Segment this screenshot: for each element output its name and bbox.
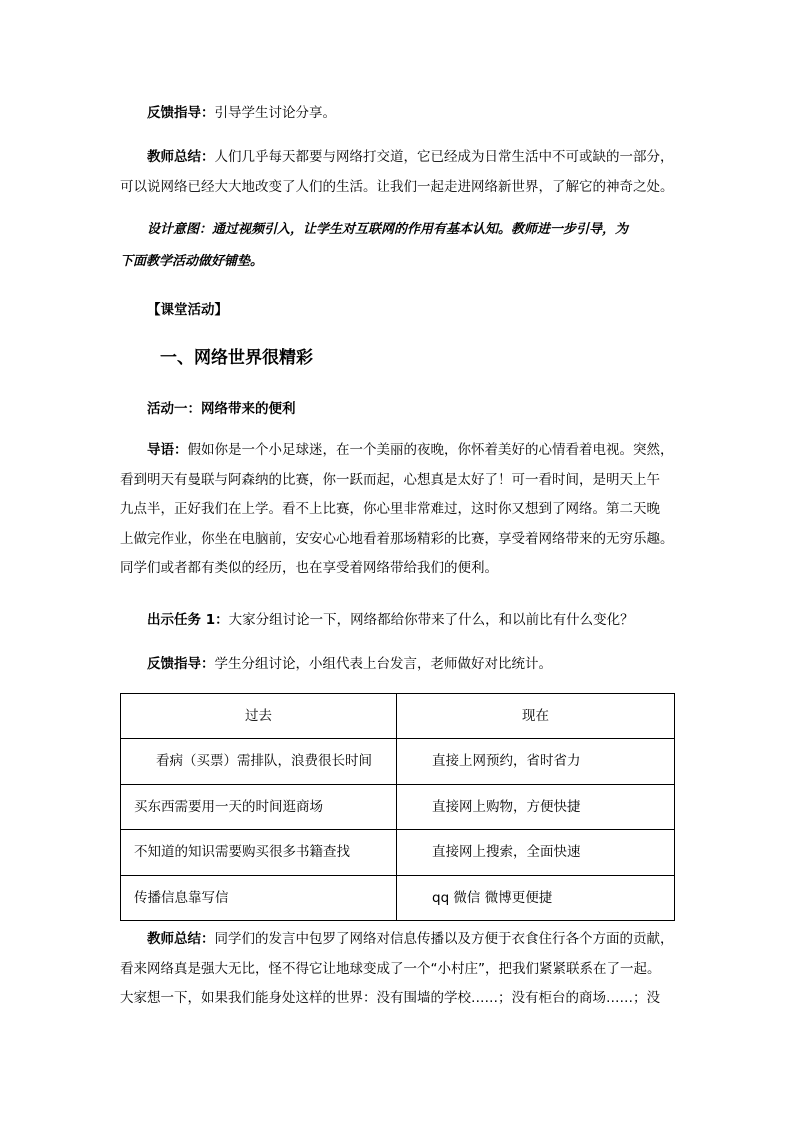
activity-heading: 活动一：网络带来的便利 (147, 401, 296, 417)
intro-line-1 (120, 436, 676, 466)
table-header-now: 现在 (397, 694, 675, 739)
design-intent-paragraph (120, 214, 676, 278)
summary-line-1 (120, 143, 676, 173)
feedback-label-2: 反馈指导： (147, 656, 215, 672)
intro-label: 导语： (147, 442, 188, 458)
section-label: 【课堂活动】 (147, 302, 228, 318)
table-header-row (121, 694, 675, 739)
intro-text: 假如你是一个小足球迷，在一个美丽的夜晚，你怀着美好的心情看着电视。突然， (187, 442, 674, 458)
table-cell-past: 传播信息靠写信 (121, 875, 397, 920)
table-cell-now: 直接网上购物，方便快捷 (397, 784, 675, 829)
task-line (120, 606, 676, 636)
feedback-line-2 (120, 650, 676, 680)
table-row (121, 830, 675, 875)
feedback-paragraph-2 (120, 650, 676, 680)
task-text: 大家分组讨论一下，网络都给你带来了什么，和以前比有什么变化？ (228, 612, 634, 628)
feedback-line (120, 99, 676, 129)
table-cell-past: 买东西需要用一天的时间逛商场 (121, 784, 397, 829)
intro-line-3: 九点半，正好我们在上学。看不上比赛，你心里非常难过，这时你又想到了网络。第二天晚 (120, 501, 660, 517)
intro-line-5: 同学们或者都有类似的经历，也在享受着网络带给我们的便利。 (120, 560, 498, 576)
summary2-line-2: 看来网络真是强大无比，怪不得它让地球变成了一个“小村庄”，把我们紧紧联系在了一起。 (120, 960, 661, 977)
summary-text: 人们几乎每天都要与网络打交道，它已经成为日常生活中不可或缺的一部分， (214, 149, 674, 165)
table-header-past: 过去 (121, 694, 397, 739)
intro-paragraph (120, 436, 676, 584)
summary2-text: 同学们的发言中包罗了网络对信息传播以及方便于衣食住行各个方面的贡献， (214, 931, 674, 947)
table-row (121, 875, 675, 920)
intro-line-2: 看到明天有曼联与阿森纳的比赛，你一跃而起，心想真是太好了！可一看时间，是明天上午 (120, 471, 660, 488)
teacher-summary-paragraph-1 (120, 143, 676, 202)
feedback-text: 引导学生讨论分享。 (214, 105, 336, 121)
task-label: 出示任务 1： (147, 612, 229, 628)
design-intent-line-2: 下面教学活动做好铺垫。 (120, 254, 264, 269)
table-cell-now: 直接上网预约，省时省力 (397, 739, 675, 784)
summary2-line-1 (120, 925, 676, 955)
summary2-label: 教师总结： (147, 931, 215, 947)
teacher-summary-paragraph-2 (120, 925, 676, 1014)
summary-line-2: 可以说网络已经大大地改变了人们的生活。让我们一起走进网络新世界，了解它的神奇之处。 (120, 178, 674, 195)
design-intent-line-1: 设计意图：通过视频引入，让学生对互联网的作用有基本认知。教师进一步引导，为 (147, 222, 629, 237)
table-cell-past: 不知道的知识需要购买很多书籍查找 (121, 830, 397, 875)
table-row (121, 739, 675, 784)
feedback-label: 反馈指导： (147, 105, 215, 121)
feedback-paragraph-1 (120, 99, 676, 129)
heading-1: 一、网络世界很精彩 (160, 348, 313, 368)
summary-label: 教师总结： (147, 149, 215, 165)
comparison-table (120, 693, 675, 921)
intro-line-4: 上做完作业，你坐在电脑前，安安心心地看着那场精彩的比赛，享受着网络带来的无穷乐趣。 (120, 530, 674, 547)
feedback-text-2: 学生分组讨论，小组代表上台发言，老师做好对比统计。 (214, 656, 552, 672)
table-cell-past: 看病（买票）需排队，浪费很长时间 (121, 739, 397, 784)
table-cell-now: qq 微信 微博更便捷 (397, 875, 675, 920)
task-paragraph (120, 606, 676, 636)
table-row (121, 784, 675, 829)
table-cell-now: 直接网上搜索，全面快速 (397, 830, 675, 875)
summary2-line-3: 大家想一下，如果我们能身处这样的世界：没有围墙的学校……；没有柜台的商场……；没 (120, 990, 660, 1006)
